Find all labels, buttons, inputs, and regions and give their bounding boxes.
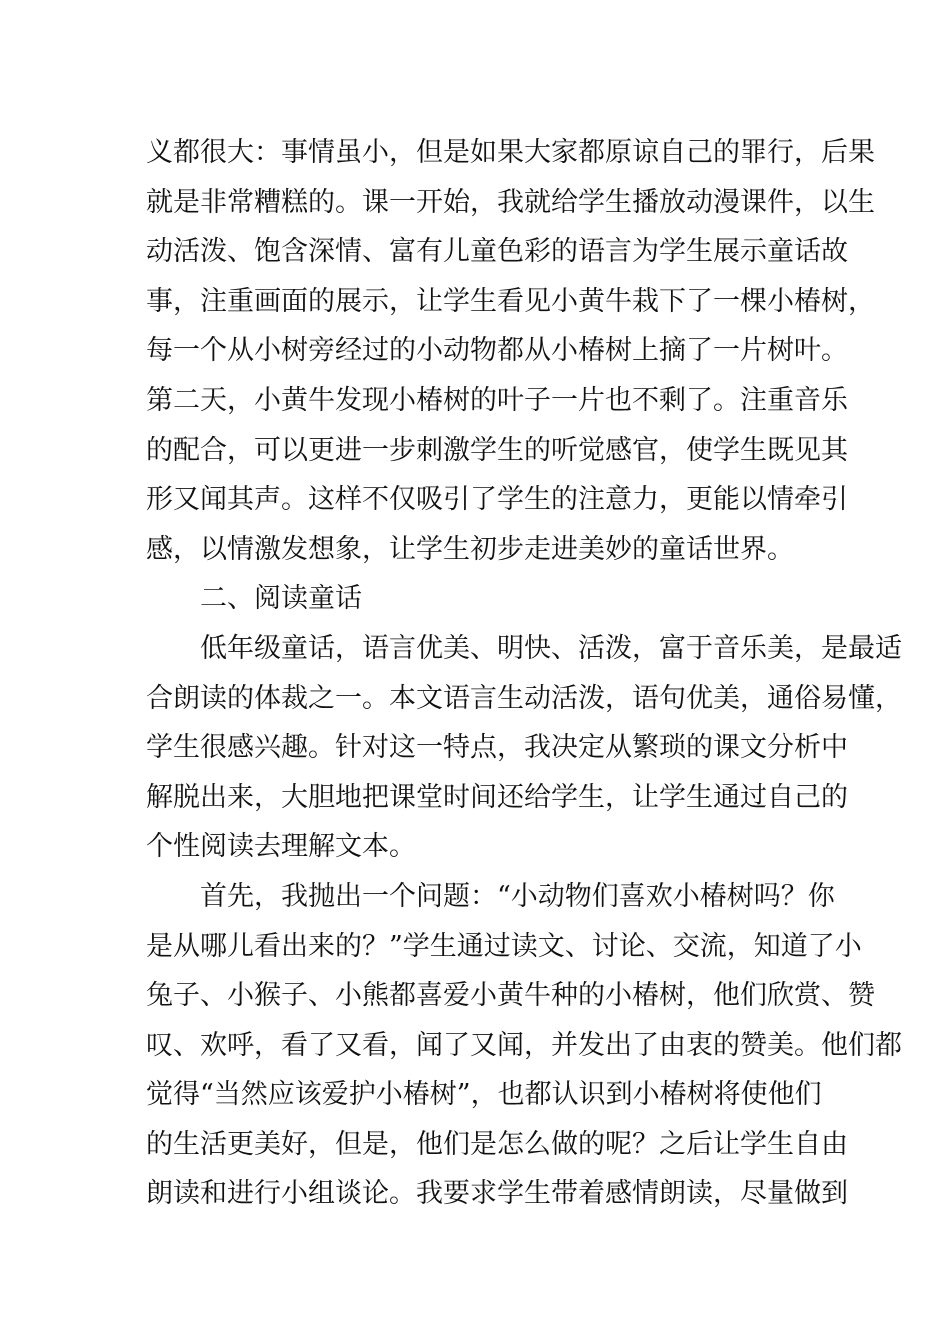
text-line: 是从哪儿看出来的？”学生通过读文、讨论、交流，知道了小 xyxy=(146,930,862,962)
text-line: 每一个从小树旁经过的小动物都从小椿树上摘了一片树叶。 xyxy=(146,335,848,367)
text-line: 义都很大：事情虽小，但是如果大家都原谅自己的罪行，后果 xyxy=(146,137,875,168)
text-line: 形又闻其声。这样不仅吸引了学生的注意力，更能以情牵引 xyxy=(146,484,848,516)
text-line: 学生很感兴趣。针对这一特点，我决定从繁琐的课文分析中 xyxy=(146,732,848,764)
text-line: 叹、欢呼，看了又看，闻了又闻，并发出了由衷的赞美。他们都 xyxy=(146,1029,902,1061)
text-line: 兔子、小猴子、小熊都喜爱小黄牛种的小椿树，他们欣赏、赞 xyxy=(146,980,875,1012)
text-line: 的配合，可以更进一步刺激学生的听觉感官，使学生既见其 xyxy=(146,434,848,466)
section-heading: 二、阅读童话 xyxy=(200,583,362,615)
body-text xyxy=(146,128,902,1219)
text-line: 感，以情激发想象，让学生初步走进美妙的童话世界。 xyxy=(146,533,794,565)
text-line: 朗读和进行小组谈论。我要求学生带着感情朗读，尽量做到 xyxy=(146,1178,848,1210)
text-line: 个性阅读去理解文本。 xyxy=(146,831,416,863)
text-line: 第二天，小黄牛发现小椿树的叶子一片也不剩了。注重音乐 xyxy=(146,384,848,416)
text-line: 解脱出来，大胆地把课堂时间还给学生，让学生通过自己的 xyxy=(146,781,848,813)
text-line: 首先，我抛出一个问题：“小动物们喜欢小椿树吗？你 xyxy=(200,880,835,912)
text-line: 的生活更美好，但是，他们是怎么做的呢？之后让学生自由 xyxy=(146,1128,848,1160)
text-line: 动活泼、饱含深情、富有儿童色彩的语言为学生展示童话故 xyxy=(146,236,848,268)
text-line: 低年级童话，语言优美、明快、活泼，富于音乐美，是最适 xyxy=(200,632,902,664)
text-line: 觉得“当然应该爱护小椿树”，也都认识到小椿树将使他们 xyxy=(146,1079,822,1111)
text-line: 事，注重画面的展示，让学生看见小黄牛栽下了一棵小椿树， xyxy=(146,285,875,317)
text-line: 就是非常糟糕的。课一开始，我就给学生播放动漫课件，以生 xyxy=(146,186,875,218)
text-line: 合朗读的体裁之一。本文语言生动活泼，语句优美，通俗易懂， xyxy=(146,682,902,714)
